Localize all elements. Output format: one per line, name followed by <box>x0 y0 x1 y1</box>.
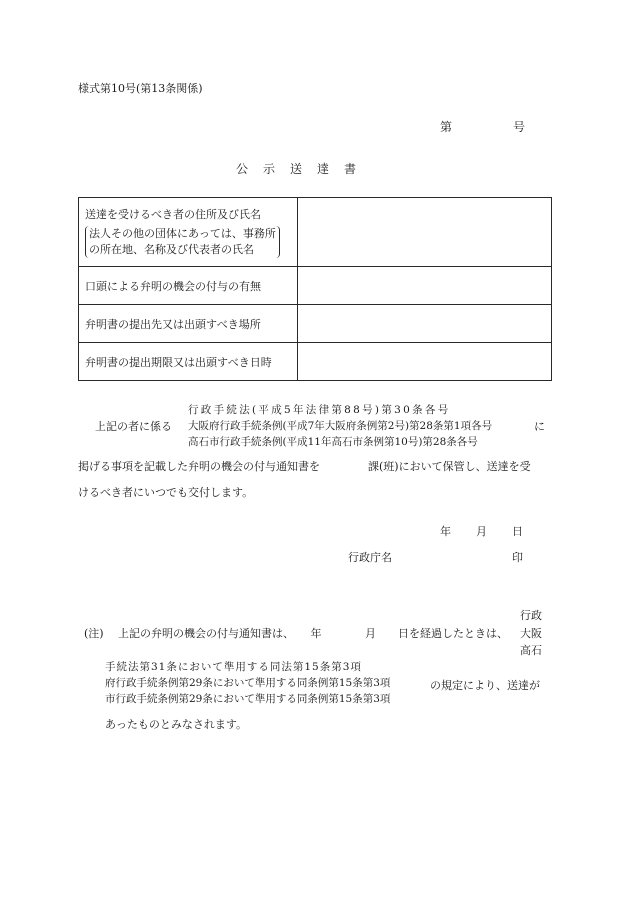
note-month: 月 <box>365 627 376 640</box>
note-text-mid: 日を経過したときは、 <box>398 627 508 640</box>
submission-place-value-cell[interactable] <box>298 305 552 343</box>
deadline-value-cell[interactable] <box>298 343 552 381</box>
note-law-city: 市行政手続条例第29条において準用する同条例第15条第3項 <box>105 693 391 705</box>
deadline-label: 弁明書の提出期限又は出頭すべき日時 <box>79 343 298 381</box>
paragraph-intro: 上記の者に係る <box>95 420 172 433</box>
paragraph-line2-start: 掲げる事項を記載した弁明の機会の付与通知書を <box>78 460 320 473</box>
paragraph-line2-end: 課(班)において保管し、送達を受 <box>368 460 531 473</box>
agency-name-label: 行政庁名 <box>348 551 392 564</box>
corporate-note-line1: 法人その他の団体にあっては、事務所 <box>89 227 276 240</box>
date-year: 年 <box>440 525 451 538</box>
number-suffix: 号 <box>512 120 525 134</box>
law-reference-city: 高石市行政手続条例(平成11年高石市条例第10号)第28条各号 <box>188 436 478 448</box>
oral-hearing-value-cell[interactable] <box>298 267 552 305</box>
form-number-label: 様式第10号(第13条関係) <box>78 82 203 95</box>
date-day: 日 <box>512 525 523 538</box>
note-law-national: 手続法第31条において準用する同法第15条第3項 <box>105 661 362 673</box>
seal-mark: 印 <box>512 551 523 564</box>
note-text-tail: の規定により、送達が <box>430 679 540 692</box>
paragraph-particle: に <box>534 420 545 433</box>
note-text-start: 上記の弁明の機会の付与通知書は、 年 <box>118 627 322 640</box>
table-row <box>79 305 552 343</box>
note-option-prefecture: 大阪 <box>520 627 542 640</box>
submission-place-label: 弁明書の提出先又は出頭すべき場所 <box>79 305 298 343</box>
table-row <box>79 343 552 381</box>
oral-hearing-label: 口頭による弁明の機会の付与の有無 <box>79 267 298 305</box>
number-prefix: 第 <box>440 120 453 134</box>
law-reference-prefecture: 大阪府行政手続条例(平成7年大阪府条例第2号)第28条第1項各号 <box>188 420 493 432</box>
law-reference-national: 行政手続法(平成5年法律第88号)第30条各号 <box>188 404 451 416</box>
note-marker: (注) <box>84 627 104 640</box>
corporate-note-line2: の所在地、名称及び代表者の氏名 <box>89 243 254 256</box>
table-row <box>79 267 552 305</box>
note-option-city: 高石 <box>520 644 542 657</box>
note-text-end: あったものとみなされます。 <box>105 718 248 731</box>
paragraph-line3: けるべき者にいつでも交付します。 <box>78 486 254 499</box>
recipient-label: 送達を受けるべき者の住所及び氏名 <box>85 208 261 221</box>
document-title: 公示送達書 <box>236 162 372 176</box>
note-option-national: 行政 <box>520 609 542 622</box>
recipient-label-cell <box>79 198 298 267</box>
notice-info-table <box>78 197 552 381</box>
note-law-prefecture: 府行政手続条例第29条において準用する同条例第15条第3項 <box>105 677 391 689</box>
table-row <box>79 198 552 267</box>
date-month: 月 <box>476 525 487 538</box>
recipient-value-cell[interactable] <box>298 198 552 267</box>
corporate-note <box>85 226 280 258</box>
